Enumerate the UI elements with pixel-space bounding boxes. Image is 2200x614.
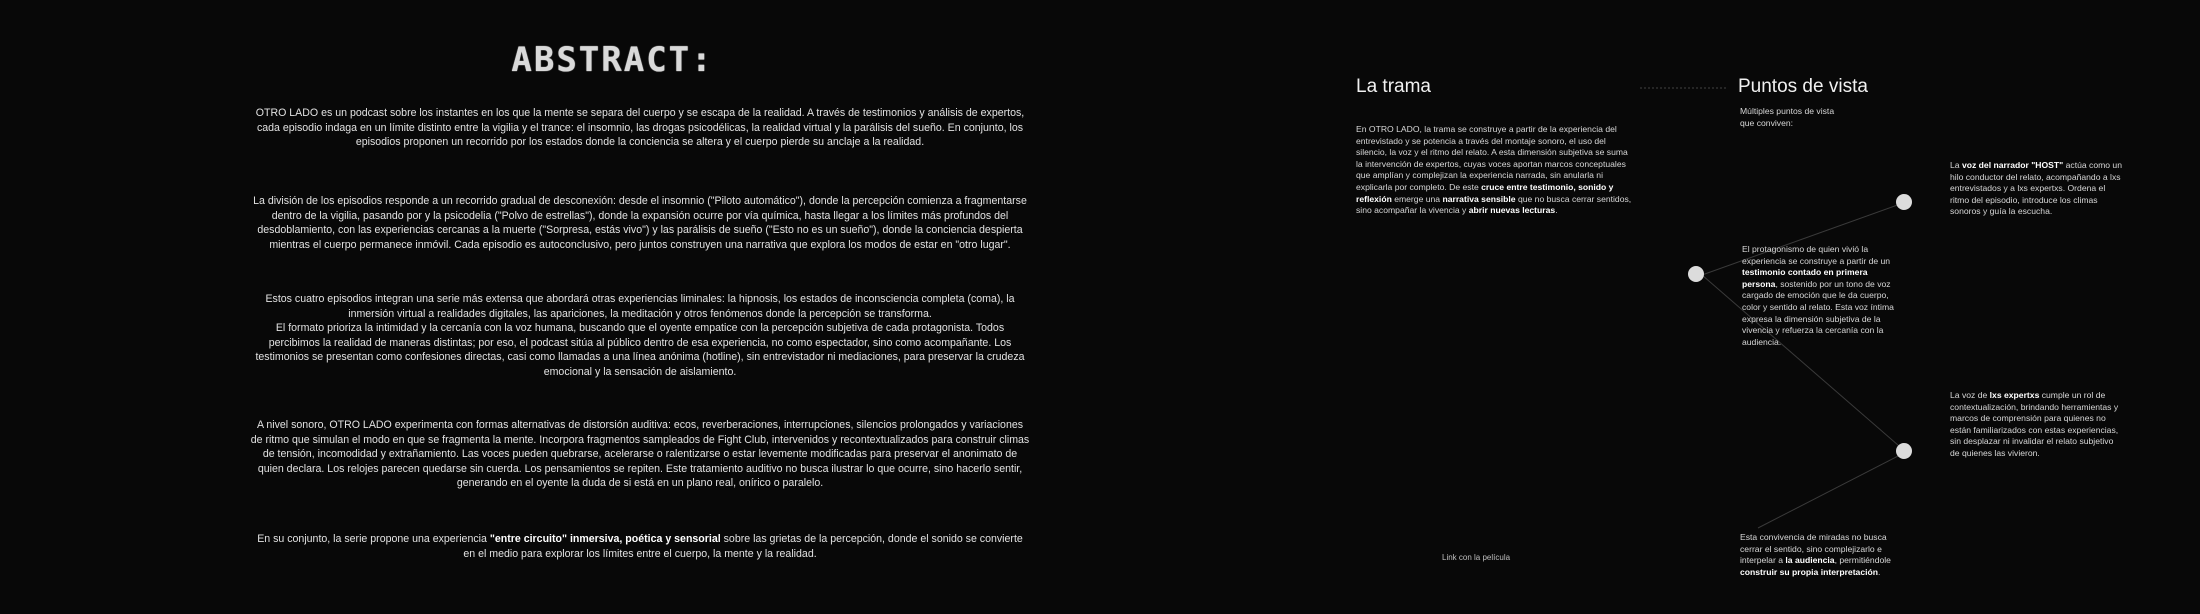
abstract-title: ABSTRACT: <box>511 40 714 80</box>
experts-text <box>1950 390 2124 460</box>
trama-bold-1: cruce entre testimonio, sonido y reflexión <box>1356 181 1614 204</box>
puntos-subtitle-2: que conviven: <box>1740 117 1794 128</box>
abstract-paragraph-4: A nivel sonoro, OTRO LADO experimenta con formas alternativas de distorsión auditiva: ecos, reverberaciones, interrupciones, silencios prolongados y variaciones de ritmo que simulan el modo en que se fragmenta la mente. Incorpora fragmentos sampleados de Fight Club, intervenidos y recontextualizados para construir climas de tensión, incomodidad y extrañamiento. Las voces pueden quebrarse, acelerarse o ralentizarse o estar levemente modificadas para preservar el anonimato de quien declara. Los relojes parecen quedarse sin cuerda. Los pensamientos se repiten. Este tratamiento auditivo no busca ilustrar lo que ocurre, sino hacerlo sentir, generando en el oyente la duda de si está en un plano real, onírico o paralelo. <box>250 419 1030 490</box>
abstract-paragraph-2: La división de los episodios responde a un recorrido gradual de desconexión: desde el insomnio ("Piloto automático"), donde la percepción comienza a fragmentarse dentro de la vigilia, pasando por y la psicodelia ("Polvo de estrellas"), donde la expansión ocurre por vía química, hasta llegar a los límites más profundos del desdoblamiento, con las experiencias cercanas a la muerte ("Sorpresa, estás vivo") y las parálisis de sueño ("Esto no es un sueño"), donde la conciencia despierta mientras el cuerpo permanece inmóvil. Cada episodio es autoconclusivo, pero juntos construyen una narrativa que explora los modos de estar en "otro lugar". <box>253 195 1027 251</box>
puntos-subtitle <box>1740 106 1900 129</box>
trama-text-4: . <box>1555 205 1558 216</box>
conv-bold-1: la audiencia <box>1785 555 1835 566</box>
trama-text <box>1356 124 1634 217</box>
prot-post: , sostenido por un tono de voz cargado de emoción que le da cuerpo, color y sentido al relato. Esta voz íntima expresa la dimensión subjetiva de la vivencia y refuerza la cercanía con la audiencia. <box>1742 278 1894 347</box>
host-node-dot <box>1896 194 1912 210</box>
abstract-paragraph-3b: El formato prioriza la intimidad y la cercanía con la voz humana, buscando que el oyente empatice con la percepción subjetiva de cada protagonista. Todos percibimos la realidad de maneras distintas; por eso, el podcast sitúa al público dentro de esa experiencia, no como espectador, sino como acompañante. Los testimonios se presentan como confesiones directas, casi como llamadas a una línea anónima (hotline), sin entrevistador ni mediaciones, para preservar la crudeza emocional y la sensación de aislamiento. <box>255 322 1025 378</box>
p5-bold: "entre circuito" inmersiva, poética y sensorial <box>489 533 721 545</box>
host-pre: La <box>1950 160 1962 170</box>
p5-post: sobre las grietas de la percepción, donde el sonido se convierte en el medio para explorar los límites entre el cuerpo, la mente y la realidad. <box>463 533 1023 560</box>
conv-mid: , permitiéndole <box>1834 555 1891 566</box>
abstract-paragraph-1: OTRO LADO es un podcast sobre los instantes en los que la mente se separa del cuerpo y se escapa de la realidad. A través de testimonios y análisis de expertos, cada episodio indaga en un límite distinto entre la vigilia y el trance: el insomnio, las drogas psicodélicas, la realidad virtual y la parálisis del sueño. En conjunto, los episodios proponen un recorrido por los estados donde la conciencia se altera y el cuerpo pierde su anclaje a la realidad. <box>255 107 1025 149</box>
trama-text-2: emerge una <box>1391 193 1443 204</box>
convivencia-text <box>1740 532 1892 578</box>
abstract-paragraph-3a: Estos cuatro episodios integran una serie más extensa que abordará otras experiencias liminales: la hipnosis, los estados de inconsciencia completa (coma), la inmersión virtual a realidades digitales, las apariciones, la meditación y otros fenómenos donde la percepción se transforma. <box>265 293 1015 320</box>
protagonist-node-dot <box>1688 266 1704 282</box>
trama-text-3: que no busca cerrar sentidos, sino acompañar la vivencia y <box>1356 193 1632 216</box>
host-bold: voz del narrador "HOST" <box>1961 160 2064 170</box>
movie-link[interactable]: Link con la película <box>1442 553 1511 562</box>
prot-bold: testimonio contado en primera persona <box>1742 267 1868 289</box>
exp-post: cumple un rol de contextualización, brindando herramientas y marcos de comprensión para quienes no están familiarizados con estas experiencias, sin desplazar ni invalidar el relato subjetivo de quienes las vivieron. <box>1950 390 2119 458</box>
host-post: actúa como un hilo conductor del relato, acompañando a lxs entrevistados y a lxs expertxs. Ordena el ritmo del episodio, introduce los climas sonoros y guía la escucha. <box>1950 160 2122 217</box>
conv-post: . <box>1878 566 1881 577</box>
trama-bold-2: narrativa sensible <box>1442 193 1516 204</box>
puntos-heading: Puntos de vista <box>1738 76 1868 97</box>
p5-pre: En su conjunto, la serie propone una experiencia <box>257 533 490 545</box>
host-text <box>1950 160 2122 218</box>
conv-bold-2: construir su propia interpretación <box>1740 566 1878 577</box>
trama-bold-3: abrir nuevas lecturas <box>1468 205 1556 216</box>
trama-heading: La trama <box>1356 76 1431 97</box>
experts-node-dot <box>1896 443 1912 459</box>
prot-pre: El protagonismo de quien vivió la experiencia se construye a partir de un <box>1742 244 1891 266</box>
puntos-subtitle-1: Múltiples puntos de vista <box>1740 106 1835 116</box>
exp-bold: lxs expertxs <box>1989 390 2040 400</box>
trama-text-1: En OTRO LADO, la trama se construye a partir de la experiencia del entrevistado y se potencia a través del montaje sonoro, el uso del silencio, la voz y el ritmo del relato. A esta dimensión subjetiva se suma la intervención de expertos, cuyas voces aportan marcos conceptuales que amplían y complejizan la experiencia narrada, sin anularla ni explicarla por completo. De este <box>1356 124 1628 192</box>
protagonist-text <box>1742 244 1902 348</box>
conv-pre: Esta convivencia de miradas no busca cerrar el sentido, sino complejizarlo e interpelar a <box>1740 532 1887 566</box>
exp-pre: La voz de <box>1950 390 1990 400</box>
